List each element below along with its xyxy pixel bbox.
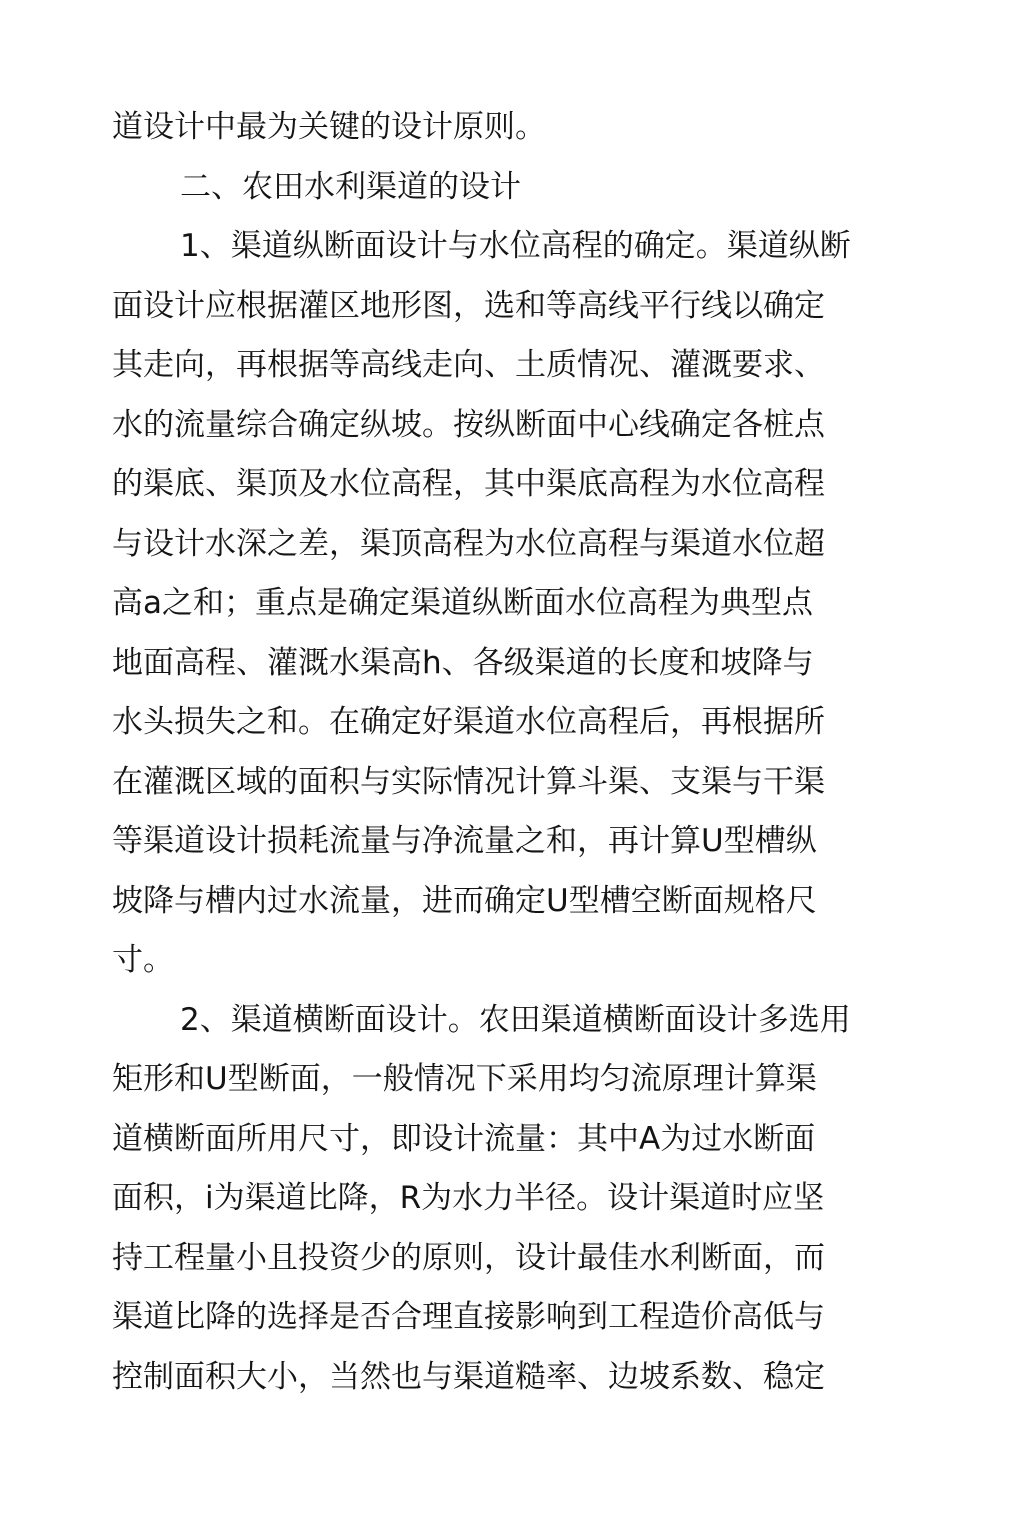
- text-line: 持工程量小且投资少的原则，设计最佳水利断面，而: [112, 1239, 825, 1276]
- text-line: 渠道比降的选择是否合理直接影响到工程造价高低与: [112, 1299, 825, 1335]
- text-line: 的渠底、渠顶及水位高程，其中渠底高程为水位高程: [112, 466, 825, 502]
- text-line: 坡降与槽内过水流量，进而确定U型槽空断面规格尺: [112, 882, 817, 919]
- text-line: 与设计水深之差，渠顶高程为水位高程与渠道水位超: [112, 525, 825, 562]
- text-line: 2、渠道横断面设计。农田渠道横断面设计多选用: [180, 1001, 851, 1038]
- body-text: [112, 98, 892, 1407]
- text-line: 寸。: [112, 942, 174, 978]
- text-line: 在灌溉区域的面积与实际情况计算斗渠、支渠与干渠: [112, 763, 825, 800]
- text-line: 水头损失之和。在确定好渠道水位高程后，再根据所: [112, 704, 825, 740]
- text-line: 矩形和U型断面，一般情况下采用均匀流原理计算渠: [112, 1061, 817, 1097]
- text-line: 面积，i为渠道比降，R为水力半径。设计渠道时应坚: [112, 1180, 825, 1216]
- section-heading: 二、农田水利渠道的设计: [180, 168, 521, 205]
- text-line: 道设计中最为关键的设计原则。: [112, 109, 546, 145]
- text-line: 控制面积大小，当然也与渠道糙率、边坡系数、稳定: [112, 1358, 825, 1395]
- text-line: 水的流量综合确定纵坡。按纵断面中心线确定各桩点: [112, 406, 825, 443]
- text-line: 高a之和；重点是确定渠道纵断面水位高程为典型点: [112, 585, 813, 621]
- text-line: 等渠道设计损耗流量与净流量之和，再计算U型槽纵: [112, 823, 817, 859]
- text-line: 地面高程、灌溉水渠高h、各级渠道的长度和坡降与: [112, 644, 814, 681]
- text-line: 1、渠道纵断面设计与水位高程的确定。渠道纵断: [180, 228, 851, 264]
- text-line: 道横断面所用尺寸，即设计流量：其中A为过水断面: [112, 1120, 816, 1157]
- text-line: 其走向，再根据等高线走向、土质情况、灌溉要求、: [112, 347, 825, 383]
- text-line: 面设计应根据灌区地形图，选和等高线平行线以确定: [112, 287, 825, 324]
